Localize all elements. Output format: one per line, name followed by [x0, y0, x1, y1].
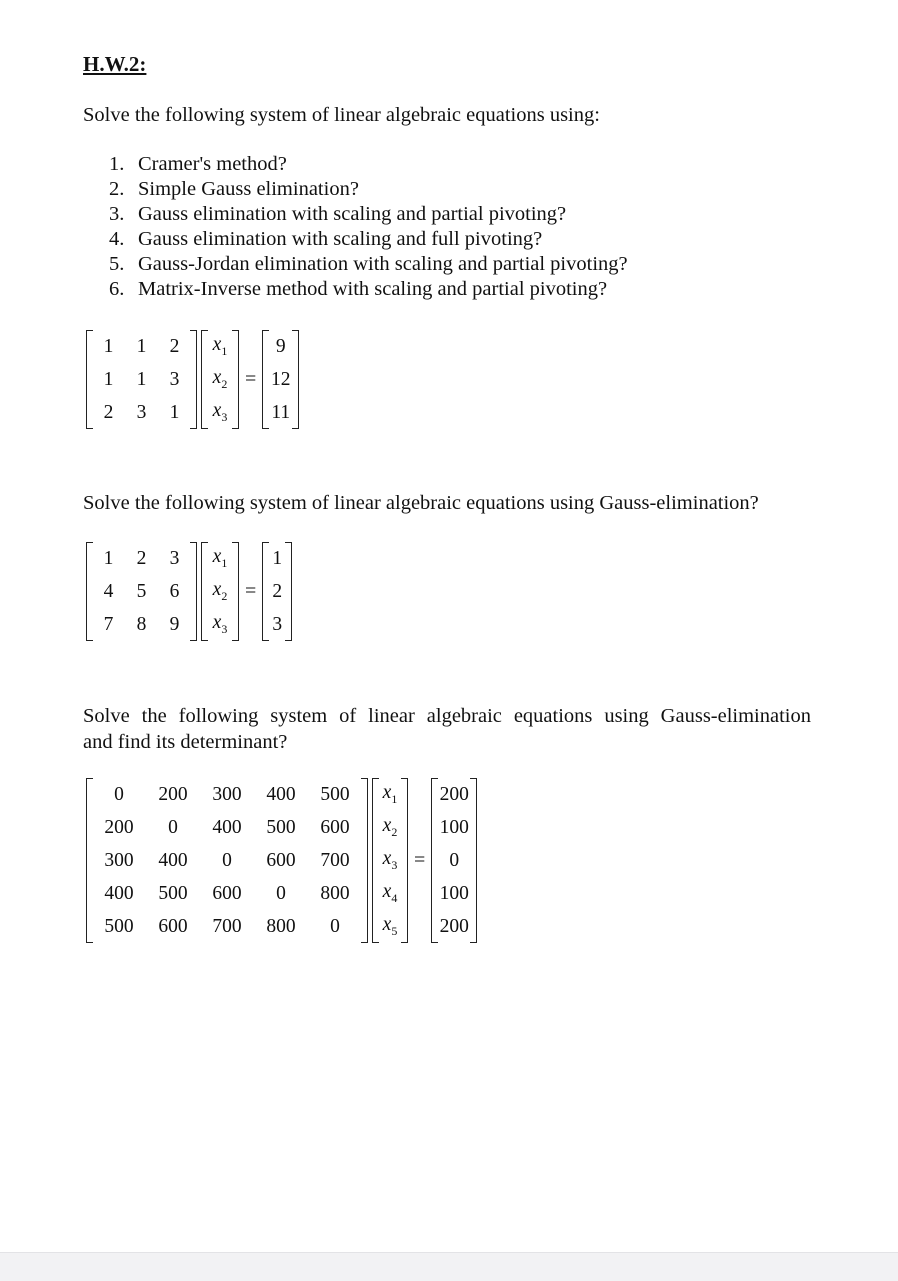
matrix-cell: 3	[272, 613, 283, 635]
matrix-cell: 400	[104, 882, 134, 904]
matrix-cell: 700	[212, 915, 242, 937]
method-list	[109, 152, 628, 302]
matrix-cell: 2	[136, 547, 147, 569]
variable: $x_4$	[382, 881, 398, 905]
matrix-cell: 3	[169, 547, 180, 569]
list-item: 2. Simple Gauss elimination?	[109, 178, 359, 200]
variable-vector	[201, 330, 239, 429]
matrix-cell: 3	[136, 401, 147, 423]
matrix-cell: 200	[439, 915, 469, 937]
matrix-cell: 200	[104, 816, 134, 838]
matrix-cell: 300	[104, 849, 134, 871]
equals-sign: =	[245, 368, 257, 390]
variable: $x_2$	[212, 367, 228, 391]
coefficient-matrix	[86, 778, 368, 943]
homework-title: H.W.2:	[83, 52, 147, 76]
matrix-cell: 600	[212, 882, 242, 904]
matrix-cell: 800	[320, 882, 350, 904]
equals-sign: =	[245, 580, 257, 602]
coefficient-matrix	[86, 542, 197, 641]
matrix-cell: 0	[330, 915, 340, 937]
matrix-cell: 2	[169, 335, 180, 357]
equation-1	[86, 330, 299, 429]
variable: $x_2$	[212, 579, 228, 603]
matrix-cell: 500	[320, 783, 350, 805]
matrix-cell: 4	[103, 580, 114, 602]
matrix-cell: 1	[103, 335, 114, 357]
rhs-vector	[431, 778, 477, 943]
matrix-cell: 12	[271, 368, 291, 390]
variable: $x_2$	[382, 815, 398, 839]
matrix-cell: 1	[169, 401, 180, 423]
matrix-cell: 1	[136, 368, 147, 390]
equals-sign: =	[414, 849, 426, 871]
variable: $x_1$	[212, 546, 228, 570]
matrix-cell: 1	[136, 335, 147, 357]
problem1-intro: Solve the following system of linear algebraic equations using:	[83, 104, 600, 126]
matrix-cell: 500	[104, 915, 134, 937]
matrix-cell: 0	[222, 849, 232, 871]
matrix-cell: 5	[136, 580, 147, 602]
matrix-cell: 6	[169, 580, 180, 602]
matrix-cell: 600	[320, 816, 350, 838]
list-item: 3. Gauss elimination with scaling and partial pivoting?	[109, 203, 567, 225]
matrix-cell: 700	[320, 849, 350, 871]
matrix-cell: 100	[439, 882, 469, 904]
matrix-cell: 200	[158, 783, 188, 805]
variable: $x_1$	[212, 334, 228, 358]
variable: $x_1$	[382, 782, 398, 806]
viewer-bottom-bar	[0, 1252, 898, 1281]
matrix-cell: 3	[169, 368, 180, 390]
matrix-cell: 600	[266, 849, 296, 871]
matrix-cell: 8	[136, 613, 147, 635]
equation-3	[86, 778, 477, 943]
variable: $x_5$	[382, 914, 398, 938]
matrix-cell: 300	[212, 783, 242, 805]
matrix-cell: 800	[266, 915, 296, 937]
variable-vector	[372, 778, 408, 943]
variable: $x_3$	[212, 400, 228, 424]
matrix-cell: 1	[103, 547, 114, 569]
matrix-cell: 500	[158, 882, 188, 904]
problem2-text: Solve the following system of linear algebraic equations using Gauss-elimination?	[83, 492, 759, 514]
matrix-cell: 1	[103, 368, 114, 390]
matrix-cell: 1	[272, 547, 283, 569]
variable: $x_3$	[382, 848, 398, 872]
matrix-cell: 0	[276, 882, 286, 904]
matrix-cell: 400	[158, 849, 188, 871]
matrix-cell: 400	[266, 783, 296, 805]
matrix-cell: 9	[275, 335, 286, 357]
matrix-cell: 100	[439, 816, 469, 838]
list-item: 4. Gauss elimination with scaling and full pivoting?	[109, 228, 543, 250]
matrix-cell: 600	[158, 915, 188, 937]
rhs-vector	[262, 330, 299, 429]
matrix-cell: 0	[168, 816, 178, 838]
matrix-cell: 7	[103, 613, 114, 635]
matrix-cell: 2	[103, 401, 114, 423]
problem3-text: Solve the following system of linear algebraic equations using Gauss-elimination and find its determinant?	[83, 705, 811, 753]
variable-vector	[201, 542, 239, 641]
list-item: 5. Gauss-Jordan elimination with scaling and partial pivoting?	[109, 253, 628, 275]
matrix-cell: 0	[114, 783, 124, 805]
matrix-cell: 0	[449, 849, 460, 871]
equation-2	[86, 542, 292, 641]
rhs-vector	[262, 542, 292, 641]
list-item: 1. Cramer's method?	[109, 153, 287, 175]
variable: $x_3$	[212, 612, 228, 636]
matrix-cell: 9	[169, 613, 180, 635]
matrix-cell: 400	[212, 816, 242, 838]
list-item: 6. Matrix-Inverse method with scaling and partial pivoting?	[109, 278, 608, 300]
coefficient-matrix	[86, 330, 197, 429]
matrix-cell: 2	[272, 580, 283, 602]
matrix-cell: 200	[439, 783, 469, 805]
matrix-cell: 11	[271, 401, 291, 423]
matrix-cell: 500	[266, 816, 296, 838]
